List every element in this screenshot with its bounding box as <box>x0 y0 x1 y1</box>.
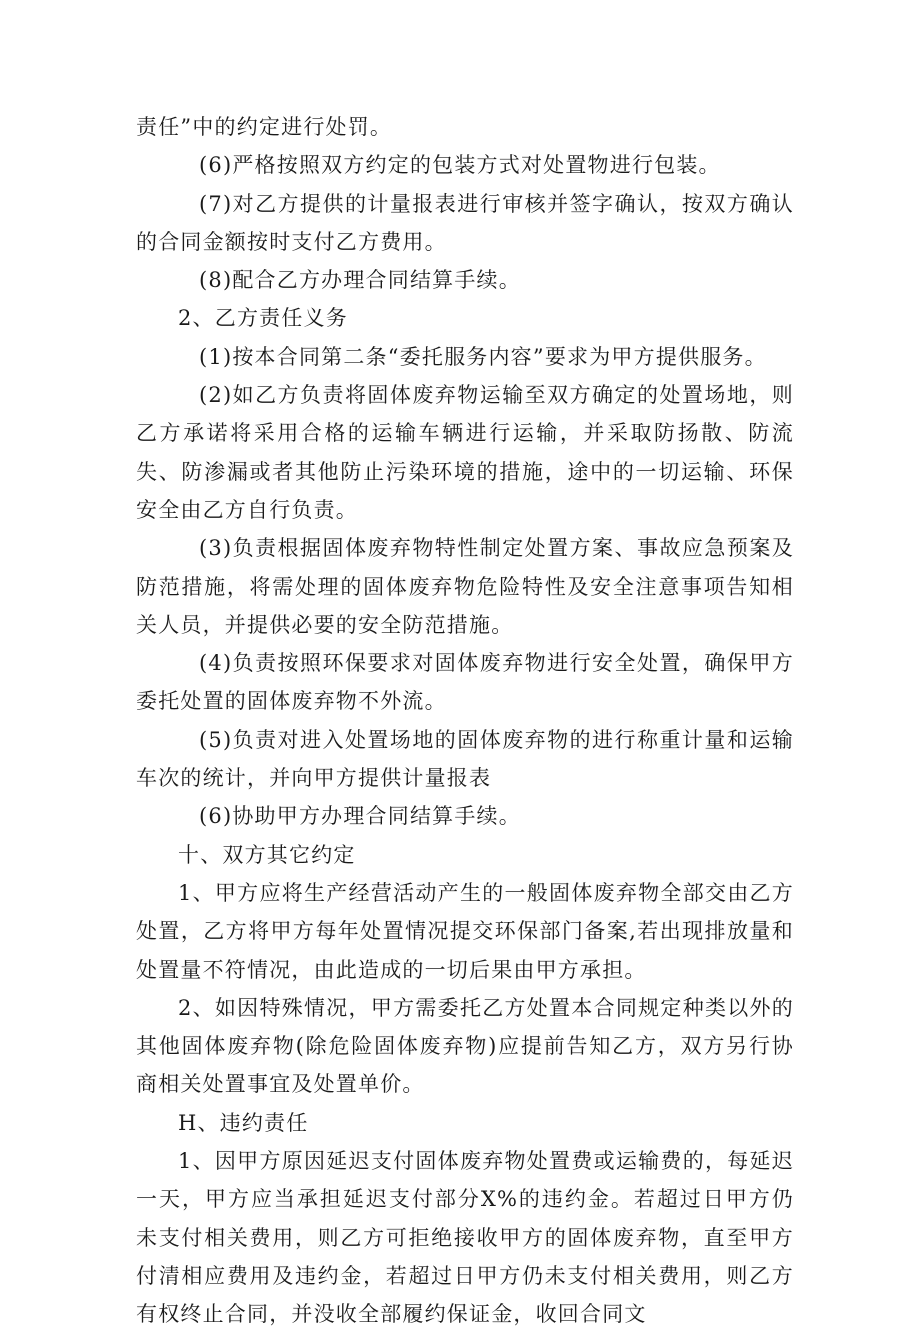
section-heading-other-agreements: 十、双方其它约定 <box>178 842 356 867</box>
paragraph-breach-1: 1、因甲方原因延迟支付固体废弃物处置费或运输费的，每延迟一天，甲方应当承担延迟支付部分X%的违约金。若超过日甲方仍未支付相关费用，则乙方可拒绝接收甲方的固体废弃物，直至甲方付清相应费用及违约金，若超过日甲方仍未支付相关费用，则乙方有权终止合同，并没收全部履约保证金，收回合同文 <box>136 1149 794 1327</box>
document-body <box>136 108 794 1334</box>
paragraph-other-1: 1、甲方应将生产经营活动产生的一般固体废弃物全部交由乙方处置，乙方将甲方每年处置情况提交环保部门备案,若出现排放量和处置量不符情况，由此造成的一切后果由甲方承担。 <box>136 880 794 982</box>
paragraph-b-item-2: (2)如乙方负责将固体废弃物运输至双方确定的处置场地，则乙方承诺将采用合格的运输车辆进行运输，并采取防扬散、防流失、防渗漏或者其他防止污染环境的措施，途中的一切运输、环保安全由乙方自行负责。 <box>136 383 794 522</box>
paragraph-other-2: 2、如因特殊情况，甲方需委托乙方处置本合同规定种类以外的其他固体废弃物(除危险固体废弃物)应提前告知乙方，双方另行协商相关处置事宜及处置单价。 <box>136 995 794 1097</box>
paragraph-b-item-6: (6)协助甲方办理合同结算手续。 <box>199 804 521 829</box>
section-heading-party-b-duties: 2、乙方责任义务 <box>178 306 348 331</box>
paragraph-item-7: (7)对乙方提供的计量报表进行审核并签字确认，按双方确认的合同金额按时支付乙方费用。 <box>136 191 794 254</box>
paragraph-b-item-4: (4)负责按照环保要求对固体废弃物进行安全处置，确保甲方委托处置的固体废弃物不外流。 <box>136 651 794 714</box>
paragraph-item-8: (8)配合乙方办理合同结算手续。 <box>199 268 521 293</box>
paragraph-item-6: (6)严格按照双方约定的包装方式对处置物进行包装。 <box>199 153 721 178</box>
paragraph-b-item-3: (3)负责根据固体废弃物特性制定处置方案、事故应急预案及防范措施，将需处理的固体废弃物危险特性及安全注意事项告知相关人员，并提供必要的安全防范措施。 <box>136 536 794 637</box>
paragraph-b-item-5: (5)负责对进入处置场地的固体废弃物的进行称重计量和运输车次的统计，并向甲方提供计量报表 <box>136 727 794 791</box>
paragraph-b-item-1: (1)按本合同第二条“委托服务内容”要求为甲方提供服务。 <box>199 344 767 369</box>
paragraph-continuation: 责任”中的约定进行处罚。 <box>136 115 393 139</box>
section-heading-breach-liability: H、违约责任 <box>178 1110 309 1135</box>
